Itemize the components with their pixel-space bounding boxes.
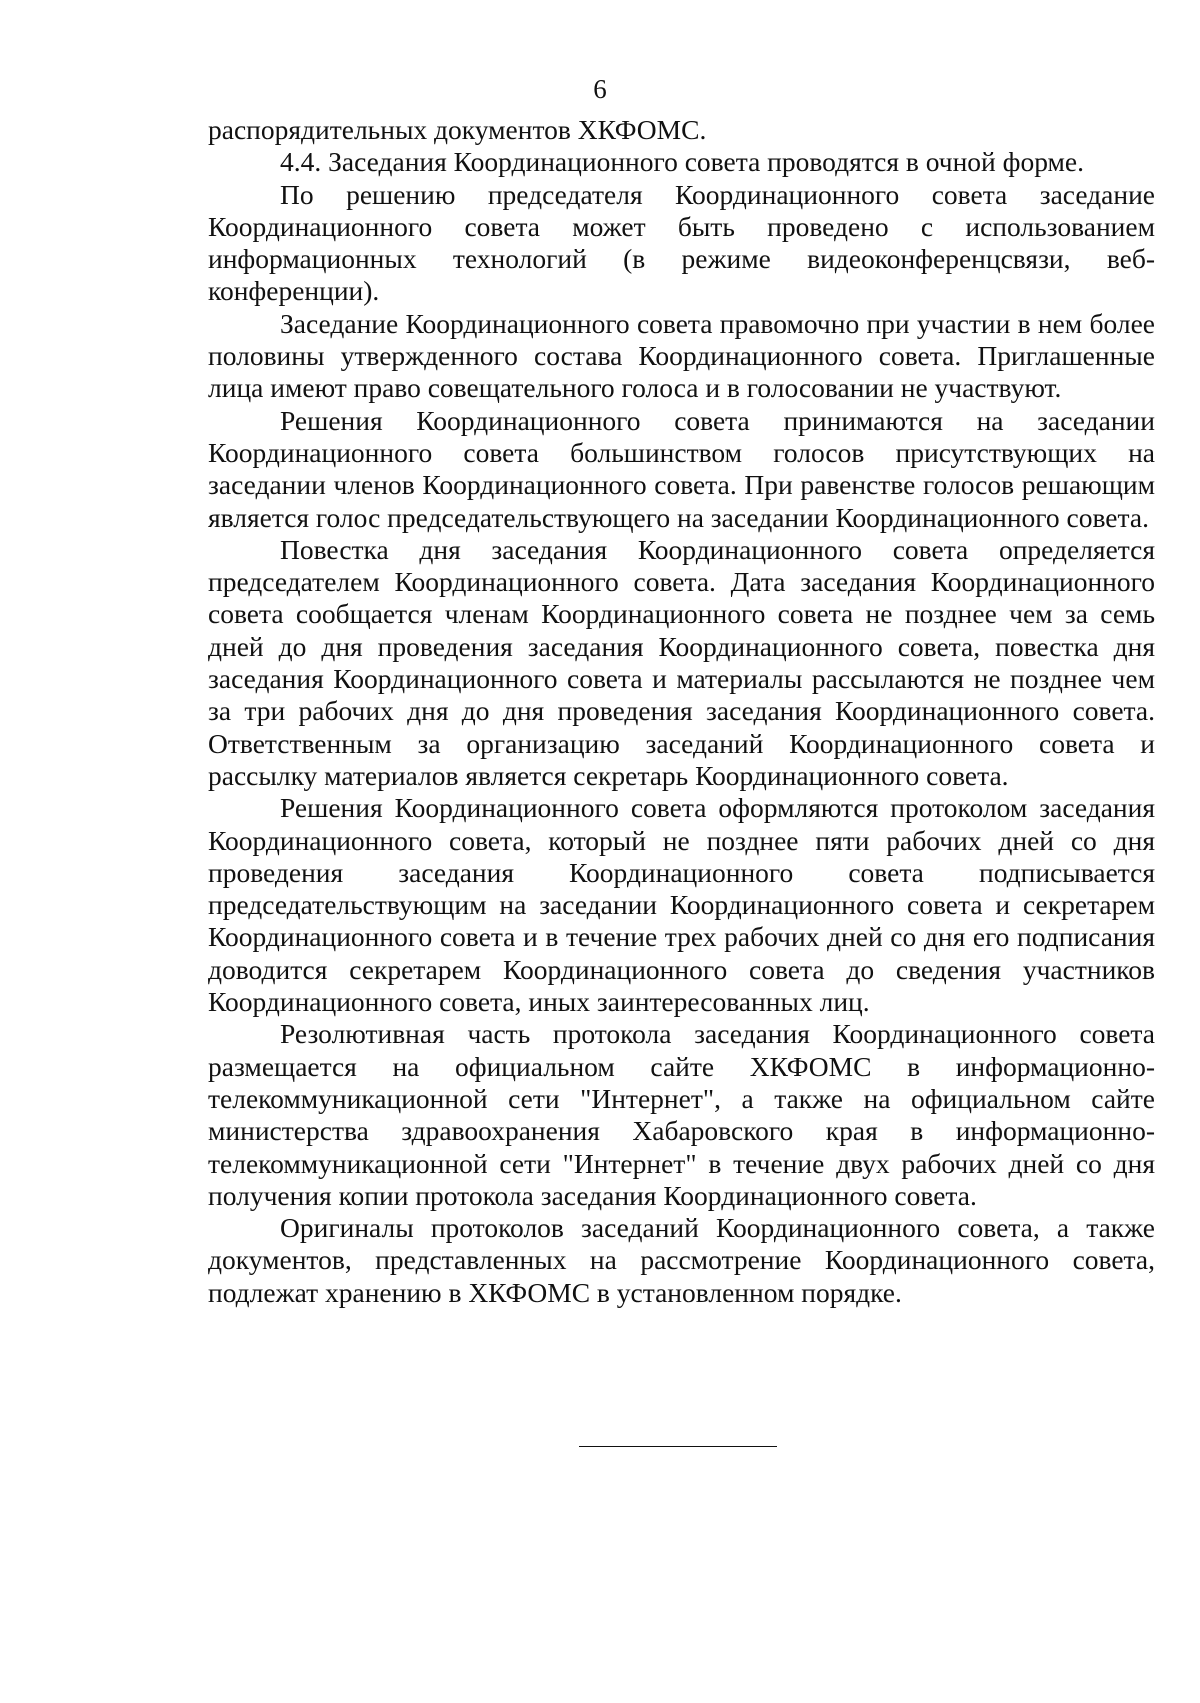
paragraph-storage: Оригиналы протоколов заседаний Координационного совета, а также документов, представленных на рассмотрение Координационного совета, подлежат хранению в ХКФОМС в установленном порядке.	[208, 1212, 1155, 1308]
paragraph-4-4: 4.4. Заседания Координационного совета проводятся в очной форме.	[280, 146, 1085, 178]
document-body	[208, 114, 1155, 1309]
paragraph-agenda: Повестка дня заседания Координационного совета определяется председателем Координационного совета. Дата заседания Координационного совета сообщается членам Координационного совета не позднее чем за семь дней до дня проведения заседания Координационного совета, повестка дня заседания Координационного совета и материалы рассылаются не позднее чем за три рабочих дня до дня проведения заседания Координационного совета. Ответственным за организацию заседаний Координационного совета и рассылку материалов является секретарь Координационного совета.	[208, 533, 1155, 791]
paragraph-continuation: распорядительных документов ХКФОМС.	[208, 114, 707, 145]
paragraph-publication: Резолютивная часть протокола заседания Координационного совета размещается на официальном сайте ХКФОМС в информационно-телекоммуникационной сети "Интернет", а также на официальном сайте министерства здравоохранения Хабаровского края в информационно-телекоммуникационной сети "Интернет" в течение двух рабочих дней со дня получения копии протокола заседания Координационного совета.	[208, 1018, 1155, 1211]
page-number: 6	[593, 74, 607, 104]
closing-divider-line	[579, 1446, 777, 1447]
paragraph-decisions-voting: Решения Координационного совета принимаются на заседании Координационного совета большинством голосов присутствующих на заседании членов Координационного совета. При равенстве голосов решающим является голос председательствующего на заседании Координационного совета.	[208, 404, 1155, 533]
paragraph-quorum: Заседание Координационного совета правомочно при участии в нем более половины утвержденного состава Координационного совета. Приглашенные лица имеют право совещательного голоса и в голосовании не участвуют.	[208, 307, 1155, 404]
paragraph-protocol: Решения Координационного совета оформляются протоколом заседания Координационного совета, который не позднее пяти рабочих дней со дня проведения заседания Координационного совета подписывается председательствующим на заседании Координационного совета и секретарем Координационного совета и в течение трех рабочих дней со дня его подписания доводится секретарем Координационного совета до сведения участников Координационного совета, иных заинтересованных лиц.	[208, 792, 1155, 1018]
paragraph-remote-meeting: По решению председателя Координационного совета заседание Координационного совета может быть проведено с использованием информационных технологий (в режиме видеоконференцсвязи, веб-конференции).	[208, 178, 1155, 307]
